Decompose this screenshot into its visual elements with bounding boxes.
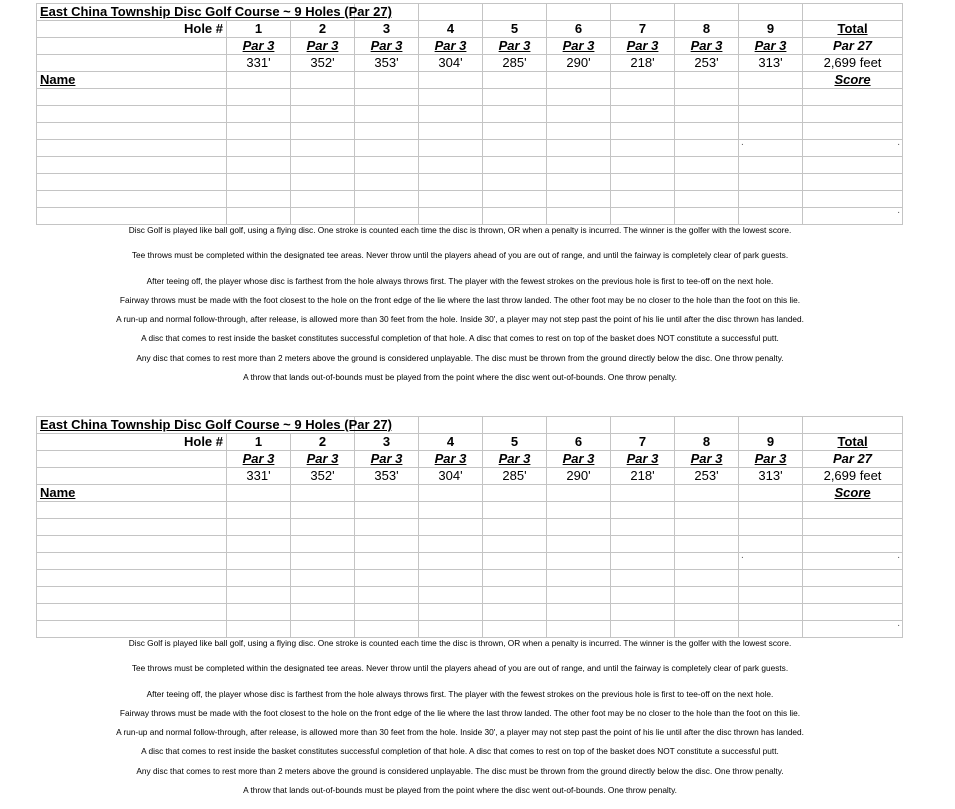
score-cell[interactable]	[355, 570, 419, 587]
score-cell[interactable]	[547, 570, 611, 587]
score-cell[interactable]	[291, 553, 355, 570]
score-cell[interactable]	[419, 570, 483, 587]
rule-text: Disc Golf is played like ball golf, using a flying disc. One stroke is counted each time the disc is thrown, OR when a penalty is incurred. The winner is the golfer with the lowest score.	[128, 225, 792, 235]
score-cell[interactable]	[739, 174, 803, 191]
score-cell[interactable]	[291, 106, 355, 123]
score-cell[interactable]	[547, 519, 611, 536]
rule-text: Any disc that comes to rest more than 2 meters above the ground is considered unplayable. The disc must be thrown from the ground directly below the disc. One throw penalty.	[136, 766, 784, 776]
score-cell[interactable]	[675, 174, 739, 191]
score-cell[interactable]	[227, 553, 291, 570]
hole-par: Par 3	[291, 38, 355, 55]
total-distance: 2,699 feet	[803, 55, 903, 72]
player-name-cell[interactable]	[37, 519, 227, 536]
score-cell[interactable]	[483, 570, 547, 587]
hole-par: Par 3	[483, 38, 547, 55]
score-cell[interactable]	[611, 502, 675, 519]
total-distance: 2,699 feet	[803, 468, 903, 485]
hole-par: Par 3	[611, 38, 675, 55]
score-cell[interactable]	[483, 123, 547, 140]
score-cell[interactable]	[291, 621, 355, 638]
hole-par: Par 3	[739, 451, 803, 468]
score-cell[interactable]	[611, 536, 675, 553]
player-row[interactable]	[37, 140, 903, 157]
rule-text: A run-up and normal follow-through, after release, is allowed more than 30 feet from the hole. Inside 30', a player may not step past the point of his lie until after the disc thrown has landed.	[116, 314, 804, 324]
score-cell[interactable]	[355, 553, 419, 570]
distance-row	[37, 55, 903, 72]
hole-number: 4	[419, 21, 483, 38]
hole-distance: 331'	[227, 55, 291, 72]
hole-distance: 285'	[483, 55, 547, 72]
par-row	[37, 451, 903, 468]
scorecard-bottom	[0, 416, 955, 809]
player-row[interactable]	[37, 570, 903, 587]
score-cell[interactable]	[675, 106, 739, 123]
score-cell[interactable]	[419, 140, 483, 157]
score-cell[interactable]	[675, 536, 739, 553]
score-cell[interactable]	[739, 157, 803, 174]
player-name-cell[interactable]	[37, 157, 227, 174]
score-cell[interactable]	[675, 89, 739, 106]
hole-number: 3	[355, 434, 419, 451]
hole-number: 9	[739, 21, 803, 38]
hole-label: Hole #	[37, 434, 227, 451]
player-row[interactable]	[37, 106, 903, 123]
rule-text: Fairway throws must be made with the foot closest to the hole on the front edge of the lie where the last throw landed. The other foot may be no closer to the hole than the foot on this lie.	[119, 708, 801, 718]
score-cell[interactable]	[355, 519, 419, 536]
hole-number: 8	[675, 21, 739, 38]
hole-label: Hole #	[37, 21, 227, 38]
score-cell[interactable]	[291, 604, 355, 621]
score-cell[interactable]	[355, 621, 419, 638]
score-cell[interactable]	[547, 604, 611, 621]
hole-distance: 253'	[675, 468, 739, 485]
score-cell[interactable]	[483, 191, 547, 208]
player-name-cell[interactable]	[37, 174, 227, 191]
score-cell[interactable]	[675, 191, 739, 208]
score-cell[interactable]	[611, 140, 675, 157]
hole-distance: 253'	[675, 55, 739, 72]
score-cell[interactable]	[547, 89, 611, 106]
player-name-cell[interactable]	[37, 604, 227, 621]
hole-distance: 304'	[419, 55, 483, 72]
player-name-cell[interactable]	[37, 140, 227, 157]
player-name-cell[interactable]	[37, 502, 227, 519]
score-cell[interactable]	[483, 174, 547, 191]
score-header: Score	[803, 485, 903, 502]
score-cell[interactable]	[355, 208, 419, 225]
score-cell[interactable]	[547, 536, 611, 553]
hole-number: 6	[547, 434, 611, 451]
title-row	[37, 417, 903, 434]
score-cell[interactable]	[739, 106, 803, 123]
rule-text: A throw that lands out-of-bounds must be played from the point where the disc went out-of-bounds. One throw penalty.	[243, 372, 677, 382]
hole-distance: 353'	[355, 55, 419, 72]
score-cell[interactable]	[675, 570, 739, 587]
player-row[interactable]	[37, 174, 903, 191]
total-cell[interactable]	[803, 140, 903, 157]
score-cell[interactable]	[675, 587, 739, 604]
score-cell[interactable]	[355, 140, 419, 157]
hole-distance: 304'	[419, 468, 483, 485]
score-cell[interactable]	[227, 519, 291, 536]
score-cell[interactable]	[227, 157, 291, 174]
rule-text: Tee throws must be completed within the designated tee areas. Never throw until the players ahead of you are out of range, and until the fairway is completely clear of park guests.	[131, 663, 789, 673]
hole-distance: 290'	[547, 468, 611, 485]
score-cell[interactable]	[419, 604, 483, 621]
hole-distance: 352'	[291, 55, 355, 72]
player-name-cell[interactable]	[37, 208, 227, 225]
hole-par: Par 3	[611, 451, 675, 468]
score-cell[interactable]	[611, 621, 675, 638]
total-cell[interactable]	[803, 89, 903, 106]
hole-number: 5	[483, 21, 547, 38]
hole-number: 2	[291, 434, 355, 451]
hole-par: Par 3	[483, 451, 547, 468]
hole-distance: 218'	[611, 55, 675, 72]
score-cell[interactable]	[547, 106, 611, 123]
hole-number: 3	[355, 21, 419, 38]
score-cell[interactable]	[739, 604, 803, 621]
header-row	[37, 485, 903, 502]
total-cell[interactable]	[803, 502, 903, 519]
score-cell[interactable]	[547, 174, 611, 191]
player-row[interactable]	[37, 519, 903, 536]
score-cell[interactable]	[355, 502, 419, 519]
score-cell[interactable]	[227, 536, 291, 553]
score-cell[interactable]	[291, 519, 355, 536]
title-row	[37, 4, 903, 21]
score-cell[interactable]	[227, 123, 291, 140]
player-row[interactable]	[37, 208, 903, 225]
player-name-cell[interactable]	[37, 621, 227, 638]
score-cell[interactable]	[419, 587, 483, 604]
hole-number: 1	[227, 434, 291, 451]
total-par: Par 27	[803, 451, 903, 468]
player-name-cell[interactable]	[37, 553, 227, 570]
hole-row	[37, 21, 903, 38]
score-cell[interactable]	[355, 89, 419, 106]
rule-text: A run-up and normal follow-through, after release, is allowed more than 30 feet from the hole. Inside 30', a player may not step past the point of his lie until after the disc thrown has landed.	[116, 727, 804, 737]
score-cell[interactable]	[419, 174, 483, 191]
score-cell[interactable]	[419, 502, 483, 519]
score-cell[interactable]	[419, 106, 483, 123]
distance-row	[37, 468, 903, 485]
score-cell[interactable]	[355, 157, 419, 174]
score-cell[interactable]	[355, 604, 419, 621]
header-row	[37, 72, 903, 89]
score-cell[interactable]	[227, 621, 291, 638]
rule-text: Disc Golf is played like ball golf, using a flying disc. One stroke is counted each time the disc is thrown, OR when a penalty is incurred. The winner is the golfer with the lowest score.	[128, 638, 792, 648]
score-cell[interactable]	[611, 191, 675, 208]
total-cell[interactable]	[803, 553, 903, 570]
score-cell[interactable]	[739, 570, 803, 587]
score-cell[interactable]	[419, 536, 483, 553]
player-name-cell[interactable]	[37, 570, 227, 587]
score-cell[interactable]	[483, 208, 547, 225]
course-title: East China Township Disc Golf Course ~ 9 Holes (Par 27)	[37, 417, 355, 434]
score-cell[interactable]	[291, 587, 355, 604]
hole-number: 6	[547, 21, 611, 38]
score-header: Score	[803, 72, 903, 89]
hole-distance: 290'	[547, 55, 611, 72]
score-cell[interactable]	[483, 536, 547, 553]
score-cell[interactable]	[611, 519, 675, 536]
score-cell[interactable]	[483, 519, 547, 536]
score-cell[interactable]	[355, 536, 419, 553]
score-cell[interactable]	[547, 140, 611, 157]
score-cell[interactable]	[291, 174, 355, 191]
score-cell[interactable]	[611, 553, 675, 570]
hole-number: 1	[227, 21, 291, 38]
total-cell[interactable]	[803, 208, 903, 225]
player-row[interactable]	[37, 89, 903, 106]
hole-distance: 352'	[291, 468, 355, 485]
rule-text: After teeing off, the player whose disc is farthest from the hole always throws first. The player with the fewest strokes on the previous hole is first to tee-off on the next hole.	[146, 276, 774, 286]
rule-text: Fairway throws must be made with the foot closest to the hole on the front edge of the lie where the last throw landed. The other foot may be no closer to the hole than the foot on this lie.	[119, 295, 801, 305]
score-cell[interactable]	[419, 553, 483, 570]
score-cell[interactable]	[675, 157, 739, 174]
scorecard-table	[36, 416, 903, 638]
score-cell[interactable]	[419, 123, 483, 140]
total-cell[interactable]	[803, 536, 903, 553]
scorecard-table	[36, 3, 903, 225]
rule-text: A disc that comes to rest inside the basket constitutes successful completion of that hole. A disc that comes to rest on top of the basket does NOT constitute a successful putt.	[141, 333, 779, 343]
rule-text: Tee throws must be completed within the designated tee areas. Never throw until the players ahead of you are out of range, and until the fairway is completely clear of park guests.	[131, 250, 789, 260]
score-cell[interactable]	[739, 208, 803, 225]
player-row[interactable]	[37, 587, 903, 604]
score-cell[interactable]	[355, 174, 419, 191]
player-row[interactable]	[37, 157, 903, 174]
player-row[interactable]	[37, 536, 903, 553]
score-cell[interactable]	[291, 208, 355, 225]
score-cell[interactable]	[547, 587, 611, 604]
total-par: Par 27	[803, 38, 903, 55]
score-cell[interactable]	[675, 621, 739, 638]
score-cell[interactable]	[227, 208, 291, 225]
hole-par: Par 3	[419, 451, 483, 468]
hole-par: Par 3	[291, 451, 355, 468]
player-row[interactable]	[37, 604, 903, 621]
score-cell[interactable]	[291, 140, 355, 157]
score-cell[interactable]	[547, 157, 611, 174]
hole-row	[37, 434, 903, 451]
total-cell[interactable]	[803, 106, 903, 123]
total-cell[interactable]	[803, 621, 903, 638]
score-cell[interactable]	[227, 570, 291, 587]
score-cell[interactable]	[419, 89, 483, 106]
score-cell[interactable]	[483, 157, 547, 174]
rule-text: A disc that comes to rest inside the basket constitutes successful completion of that hole. A disc that comes to rest on top of the basket does NOT constitute a successful putt.	[141, 746, 779, 756]
score-cell[interactable]	[483, 106, 547, 123]
score-cell[interactable]	[547, 123, 611, 140]
score-cell[interactable]	[419, 621, 483, 638]
score-cell[interactable]	[227, 106, 291, 123]
rule-text: A throw that lands out-of-bounds must be played from the point where the disc went out-of-bounds. One throw penalty.	[243, 785, 677, 795]
score-cell[interactable]	[739, 536, 803, 553]
score-cell[interactable]	[611, 587, 675, 604]
score-cell[interactable]	[227, 191, 291, 208]
score-cell[interactable]	[739, 621, 803, 638]
hole-number: 7	[611, 21, 675, 38]
score-cell[interactable]	[355, 106, 419, 123]
hole-number: 9	[739, 434, 803, 451]
hole-par: Par 3	[355, 38, 419, 55]
player-name-cell[interactable]	[37, 191, 227, 208]
score-cell[interactable]	[739, 587, 803, 604]
hole-number: 4	[419, 434, 483, 451]
name-header: Name	[37, 72, 227, 89]
hole-par: Par 3	[227, 38, 291, 55]
total-header: Total	[803, 21, 903, 38]
hole-par: Par 3	[675, 38, 739, 55]
rule-text: After teeing off, the player whose disc is farthest from the hole always throws first. The player with the fewest strokes on the previous hole is first to tee-off on the next hole.	[146, 689, 774, 699]
score-cell[interactable]	[611, 106, 675, 123]
score-cell[interactable]	[611, 157, 675, 174]
player-name-cell[interactable]	[37, 89, 227, 106]
total-cell[interactable]	[803, 123, 903, 140]
score-cell[interactable]	[739, 502, 803, 519]
score-cell[interactable]	[227, 89, 291, 106]
score-cell[interactable]	[675, 502, 739, 519]
hole-par: Par 3	[675, 451, 739, 468]
hole-number: 2	[291, 21, 355, 38]
hole-number: 5	[483, 434, 547, 451]
score-cell[interactable]	[547, 208, 611, 225]
score-cell[interactable]	[611, 570, 675, 587]
score-cell[interactable]	[611, 123, 675, 140]
score-cell[interactable]	[611, 174, 675, 191]
par-row	[37, 38, 903, 55]
player-row[interactable]	[37, 123, 903, 140]
score-cell[interactable]	[611, 604, 675, 621]
score-cell[interactable]	[547, 621, 611, 638]
score-cell[interactable]	[419, 519, 483, 536]
score-cell[interactable]	[675, 604, 739, 621]
hole-distance: 313'	[739, 55, 803, 72]
score-cell[interactable]	[483, 604, 547, 621]
score-cell[interactable]	[291, 536, 355, 553]
score-cell[interactable]	[291, 502, 355, 519]
total-cell[interactable]	[803, 604, 903, 621]
score-cell[interactable]	[483, 89, 547, 106]
score-cell[interactable]	[291, 89, 355, 106]
player-row[interactable]	[37, 191, 903, 208]
total-cell[interactable]	[803, 174, 903, 191]
hole-par: Par 3	[227, 451, 291, 468]
player-name-cell[interactable]	[37, 106, 227, 123]
score-cell[interactable]	[547, 553, 611, 570]
total-cell[interactable]	[803, 157, 903, 174]
hole-distance: 218'	[611, 468, 675, 485]
player-name-cell[interactable]	[37, 123, 227, 140]
score-cell[interactable]	[547, 191, 611, 208]
score-cell[interactable]	[675, 140, 739, 157]
scorecard-top	[0, 3, 955, 396]
total-cell[interactable]	[803, 191, 903, 208]
hole-distance: 313'	[739, 468, 803, 485]
score-cell[interactable]	[227, 502, 291, 519]
total-cell[interactable]	[803, 570, 903, 587]
player-name-cell[interactable]	[37, 587, 227, 604]
score-cell[interactable]	[419, 208, 483, 225]
score-cell[interactable]	[675, 553, 739, 570]
score-cell[interactable]	[291, 157, 355, 174]
hole-par: Par 3	[419, 38, 483, 55]
score-cell dot-bl[interactable]	[739, 553, 803, 570]
score-cell[interactable]	[739, 191, 803, 208]
player-row[interactable]	[37, 553, 903, 570]
score-cell[interactable]	[611, 89, 675, 106]
hole-par: Par 3	[547, 451, 611, 468]
score-cell[interactable]	[419, 157, 483, 174]
player-name-cell[interactable]	[37, 536, 227, 553]
score-cell[interactable]	[227, 604, 291, 621]
hole-number: 8	[675, 434, 739, 451]
score-cell[interactable]	[227, 174, 291, 191]
score-cell[interactable]	[739, 89, 803, 106]
score-cell[interactable]	[355, 191, 419, 208]
hole-distance: 285'	[483, 468, 547, 485]
score-cell[interactable]	[419, 191, 483, 208]
score-cell[interactable]	[291, 570, 355, 587]
score-cell[interactable]	[483, 140, 547, 157]
hole-par: Par 3	[355, 451, 419, 468]
score-cell dot-bl[interactable]	[739, 140, 803, 157]
score-cell[interactable]	[483, 553, 547, 570]
score-cell[interactable]	[355, 123, 419, 140]
score-cell[interactable]	[483, 621, 547, 638]
hole-number: 7	[611, 434, 675, 451]
hole-par: Par 3	[739, 38, 803, 55]
name-header: Name	[37, 485, 227, 502]
score-cell[interactable]	[611, 208, 675, 225]
score-cell[interactable]	[675, 208, 739, 225]
total-header: Total	[803, 434, 903, 451]
score-cell[interactable]	[227, 140, 291, 157]
score-cell[interactable]	[227, 587, 291, 604]
total-cell[interactable]	[803, 587, 903, 604]
score-cell[interactable]	[739, 123, 803, 140]
score-cell[interactable]	[355, 587, 419, 604]
hole-distance: 353'	[355, 468, 419, 485]
hole-par: Par 3	[547, 38, 611, 55]
player-row[interactable]	[37, 502, 903, 519]
score-cell[interactable]	[739, 519, 803, 536]
course-title: East China Township Disc Golf Course ~ 9 Holes (Par 27)	[37, 4, 355, 21]
score-cell[interactable]	[483, 502, 547, 519]
hole-distance: 331'	[227, 468, 291, 485]
rule-text: Any disc that comes to rest more than 2 meters above the ground is considered unplayable. The disc must be thrown from the ground directly below the disc. One throw penalty.	[136, 353, 784, 363]
score-cell[interactable]	[483, 587, 547, 604]
score-cell[interactable]	[675, 123, 739, 140]
score-cell[interactable]	[291, 191, 355, 208]
score-cell[interactable]	[675, 519, 739, 536]
total-cell[interactable]	[803, 519, 903, 536]
score-cell[interactable]	[547, 502, 611, 519]
score-cell[interactable]	[291, 123, 355, 140]
player-row[interactable]	[37, 621, 903, 638]
